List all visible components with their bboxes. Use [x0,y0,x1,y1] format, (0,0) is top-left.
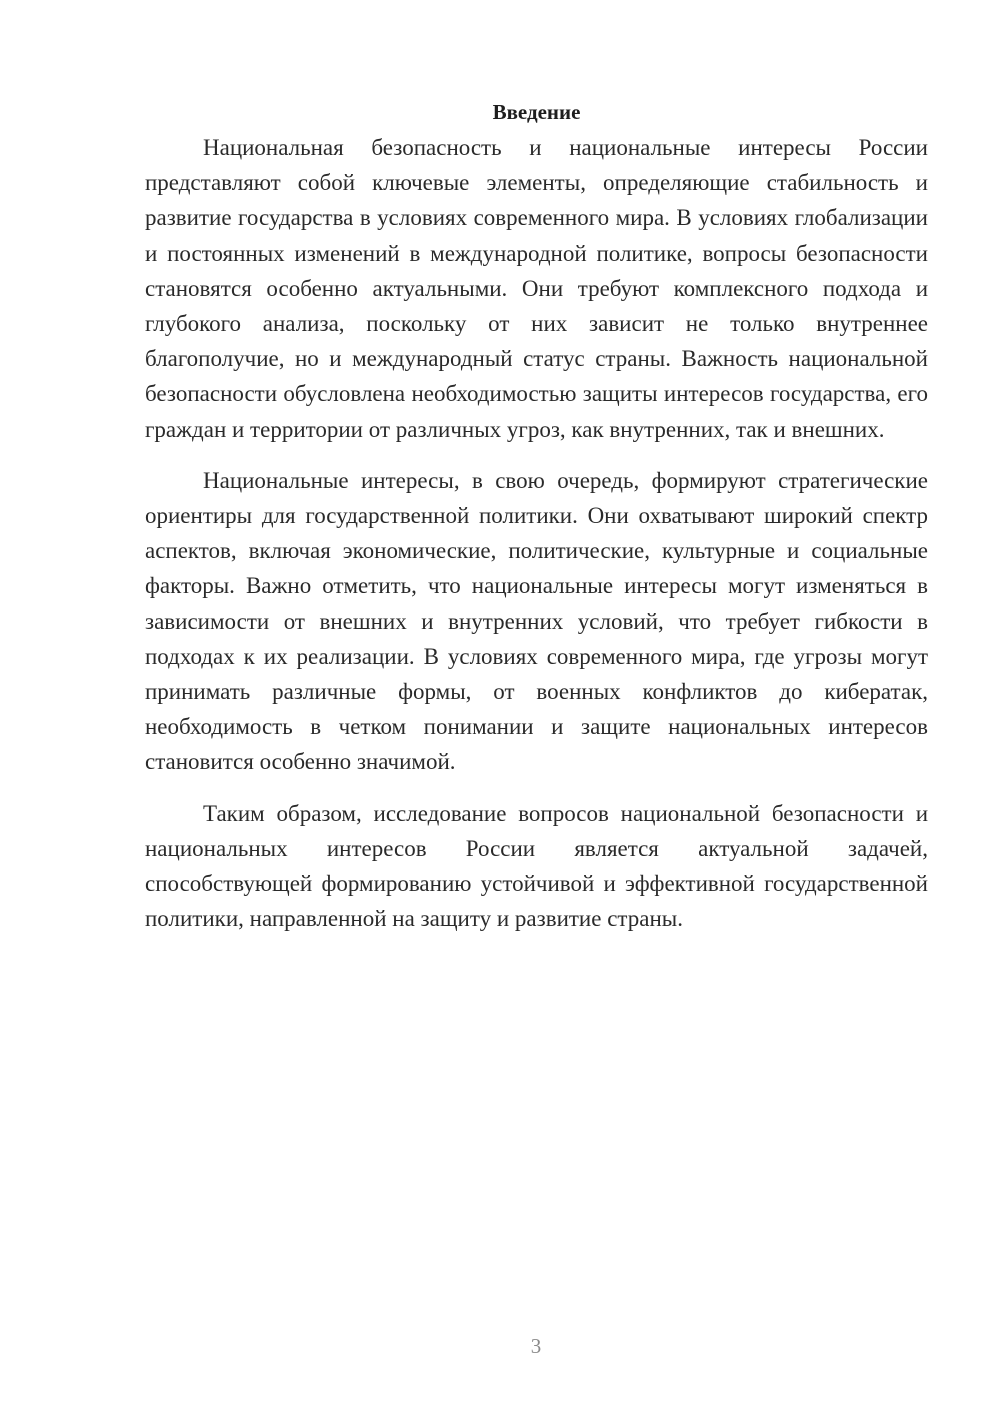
page-content [145,94,928,936]
page-number: 3 [530,1334,542,1358]
paragraph-3: Таким образом, исследование вопросов национальной безопасности и национальных интересов России является актуальной задачей, способствующей формированию устойчивой и эффективной государственной политики, направленной на защиту и развитие страны. [145,800,928,932]
paragraph-2: Национальные интересы, в свою очередь, формируют стратегические ориентиры для государственной политики. Они охватывают широкий спектр аспектов, включая экономические, политические, культурные и социальные факторы. Важно отметить, что национальные интересы могут изменяться в зависимости от внешних и внутренних условий, что требует гибкости в подходах к их реализации. В условиях современного мира, где угрозы могут принимать различные формы, от военных конфликтов до кибератак, необходимость в четком понимании и защите национальных интересов становится особенно значимой. [145,467,928,775]
section-heading: Введение [492,100,581,124]
paragraph-1: Национальная безопасность и национальные интересы России представляют собой ключевые элементы, определяющие стабильность и развитие государства в условиях современного мира. В условиях глобализации и постоянных изменений в международной политике, вопросы безопасности становятся особенно актуальными. Они требуют комплексного подхода и глубокого анализа, поскольку от них зависит не только внутреннее благополучие, но и международный статус страны. Важность национальной безопасности обусловлена необходимостью защиты интересов государства, его граждан и территории от различных угроз, как внутренних, так и внешних. [145,135,928,442]
